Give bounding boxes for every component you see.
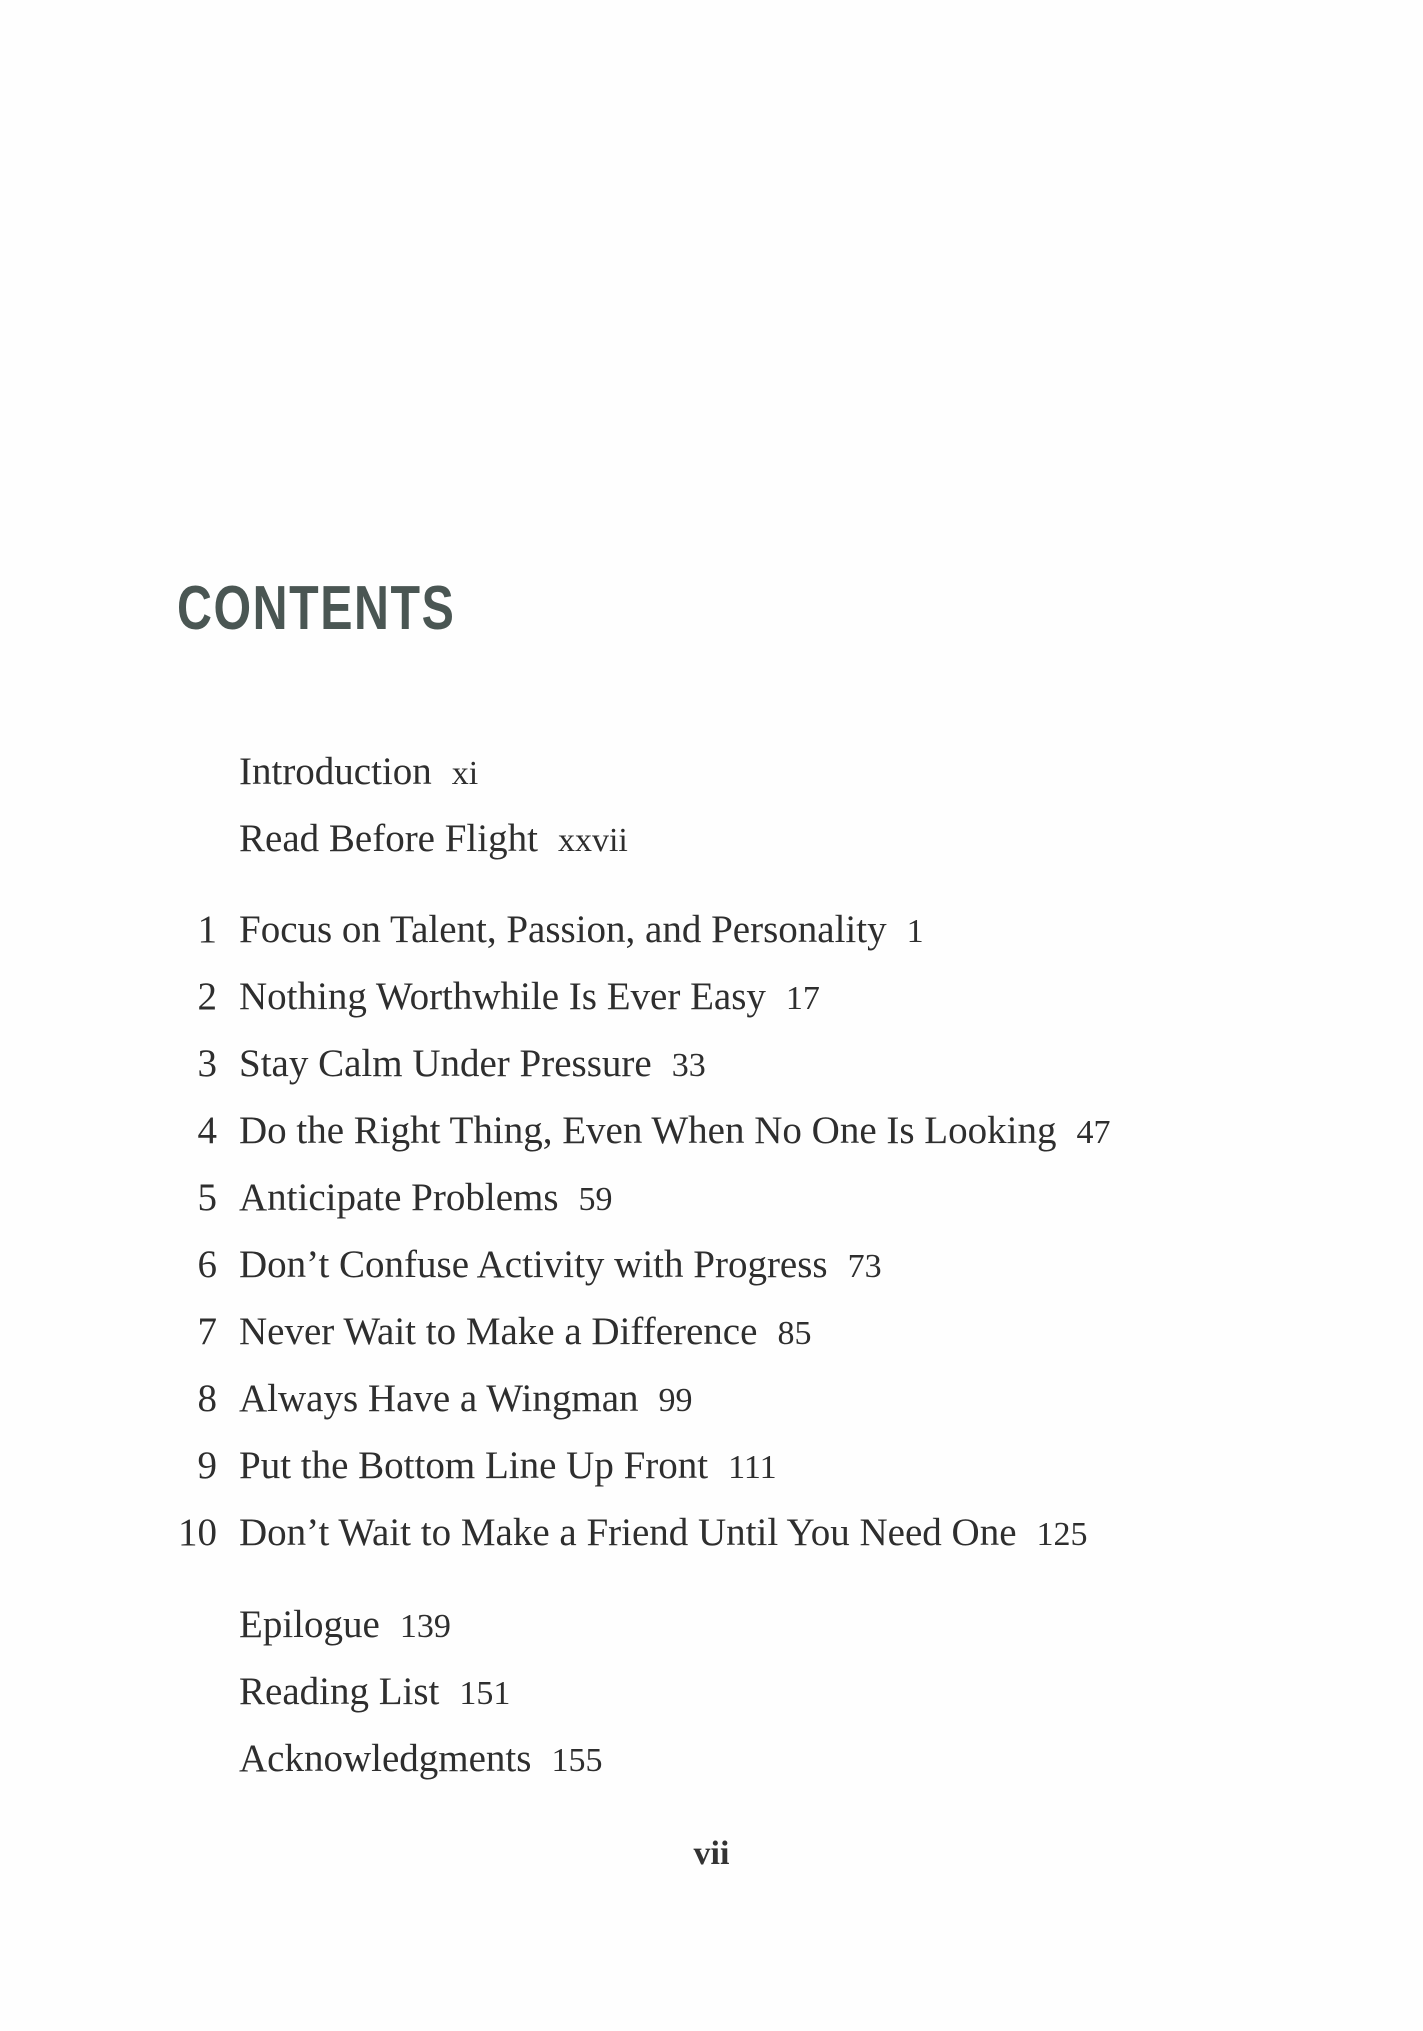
chapter-number: 9 bbox=[197, 1444, 217, 1487]
entry-title: Anticipate Problems bbox=[239, 1176, 559, 1219]
chapter-number: 2 bbox=[197, 975, 217, 1018]
page-title: CONTENTS bbox=[177, 574, 456, 643]
toc-chapter-entry[interactable] bbox=[0, 896, 1423, 963]
toc-chapter-entry[interactable] bbox=[0, 1097, 1423, 1164]
entry-title: Reading List bbox=[239, 1670, 440, 1713]
entry-page: 139 bbox=[399, 1608, 451, 1645]
chapter-number: 3 bbox=[197, 1042, 217, 1085]
entry-title: Don’t Wait to Make a Friend Until You Need One bbox=[239, 1511, 1017, 1554]
entry-title: Never Wait to Make a Difference bbox=[239, 1310, 758, 1353]
entry-page: 151 bbox=[459, 1675, 511, 1712]
entry-page: 125 bbox=[1036, 1516, 1088, 1553]
chapter-number: 8 bbox=[197, 1377, 217, 1420]
entry-page: 33 bbox=[671, 1047, 706, 1084]
entry-title: Always Have a Wingman bbox=[239, 1377, 639, 1420]
chapter-number: 1 bbox=[197, 908, 217, 951]
toc-chapter-entry[interactable] bbox=[0, 1231, 1423, 1298]
entry-title: Nothing Worthwhile Is Ever Easy bbox=[239, 975, 766, 1018]
toc-chapter-entry[interactable] bbox=[0, 1030, 1423, 1097]
toc-chapter-entry[interactable] bbox=[0, 963, 1423, 1030]
toc-entry[interactable] bbox=[0, 1658, 1423, 1725]
entry-page: xxvii bbox=[557, 822, 628, 859]
toc-chapter-entry[interactable] bbox=[0, 1432, 1423, 1499]
entry-page: xi bbox=[451, 755, 479, 792]
toc-chapter-entry[interactable] bbox=[0, 1499, 1423, 1566]
toc-entry[interactable] bbox=[0, 805, 1423, 872]
entry-title: Focus on Talent, Passion, and Personality bbox=[239, 908, 887, 951]
toc-chapter-entry[interactable] bbox=[0, 1298, 1423, 1365]
entry-title: Acknowledgments bbox=[239, 1737, 532, 1780]
entry-page: 73 bbox=[847, 1248, 882, 1285]
chapter-number: 4 bbox=[197, 1109, 217, 1152]
chapter-number: 7 bbox=[197, 1310, 217, 1353]
page-number: vii bbox=[693, 1835, 730, 1872]
entry-title: Stay Calm Under Pressure bbox=[239, 1042, 652, 1085]
entry-title: Do the Right Thing, Even When No One Is Looking bbox=[239, 1109, 1057, 1152]
entry-title: Epilogue bbox=[239, 1603, 380, 1646]
chapter-number: 6 bbox=[197, 1243, 217, 1286]
entry-page: 1 bbox=[906, 913, 924, 950]
entry-page: 47 bbox=[1076, 1114, 1111, 1151]
entry-page: 59 bbox=[578, 1181, 613, 1218]
entry-page: 99 bbox=[658, 1382, 693, 1419]
toc-entry[interactable] bbox=[0, 1725, 1423, 1792]
chapter-number: 10 bbox=[178, 1511, 217, 1554]
entry-page: 155 bbox=[551, 1742, 603, 1779]
front-matter-list bbox=[0, 738, 1423, 872]
entry-title: Read Before Flight bbox=[239, 817, 538, 860]
chapter-list bbox=[0, 896, 1423, 1566]
entry-page: 85 bbox=[777, 1315, 812, 1352]
entry-title: Put the Bottom Line Up Front bbox=[239, 1444, 709, 1487]
entry-page: 17 bbox=[785, 980, 820, 1017]
toc-entry[interactable] bbox=[0, 738, 1423, 805]
back-matter-list bbox=[0, 1591, 1423, 1792]
chapter-number: 5 bbox=[197, 1176, 217, 1219]
toc-entry[interactable] bbox=[0, 1591, 1423, 1658]
entry-title: Don’t Confuse Activity with Progress bbox=[239, 1243, 828, 1286]
entry-page: 111 bbox=[728, 1449, 777, 1486]
toc-chapter-entry[interactable] bbox=[0, 1164, 1423, 1231]
entry-title: Introduction bbox=[239, 750, 432, 793]
toc-chapter-entry[interactable] bbox=[0, 1365, 1423, 1432]
